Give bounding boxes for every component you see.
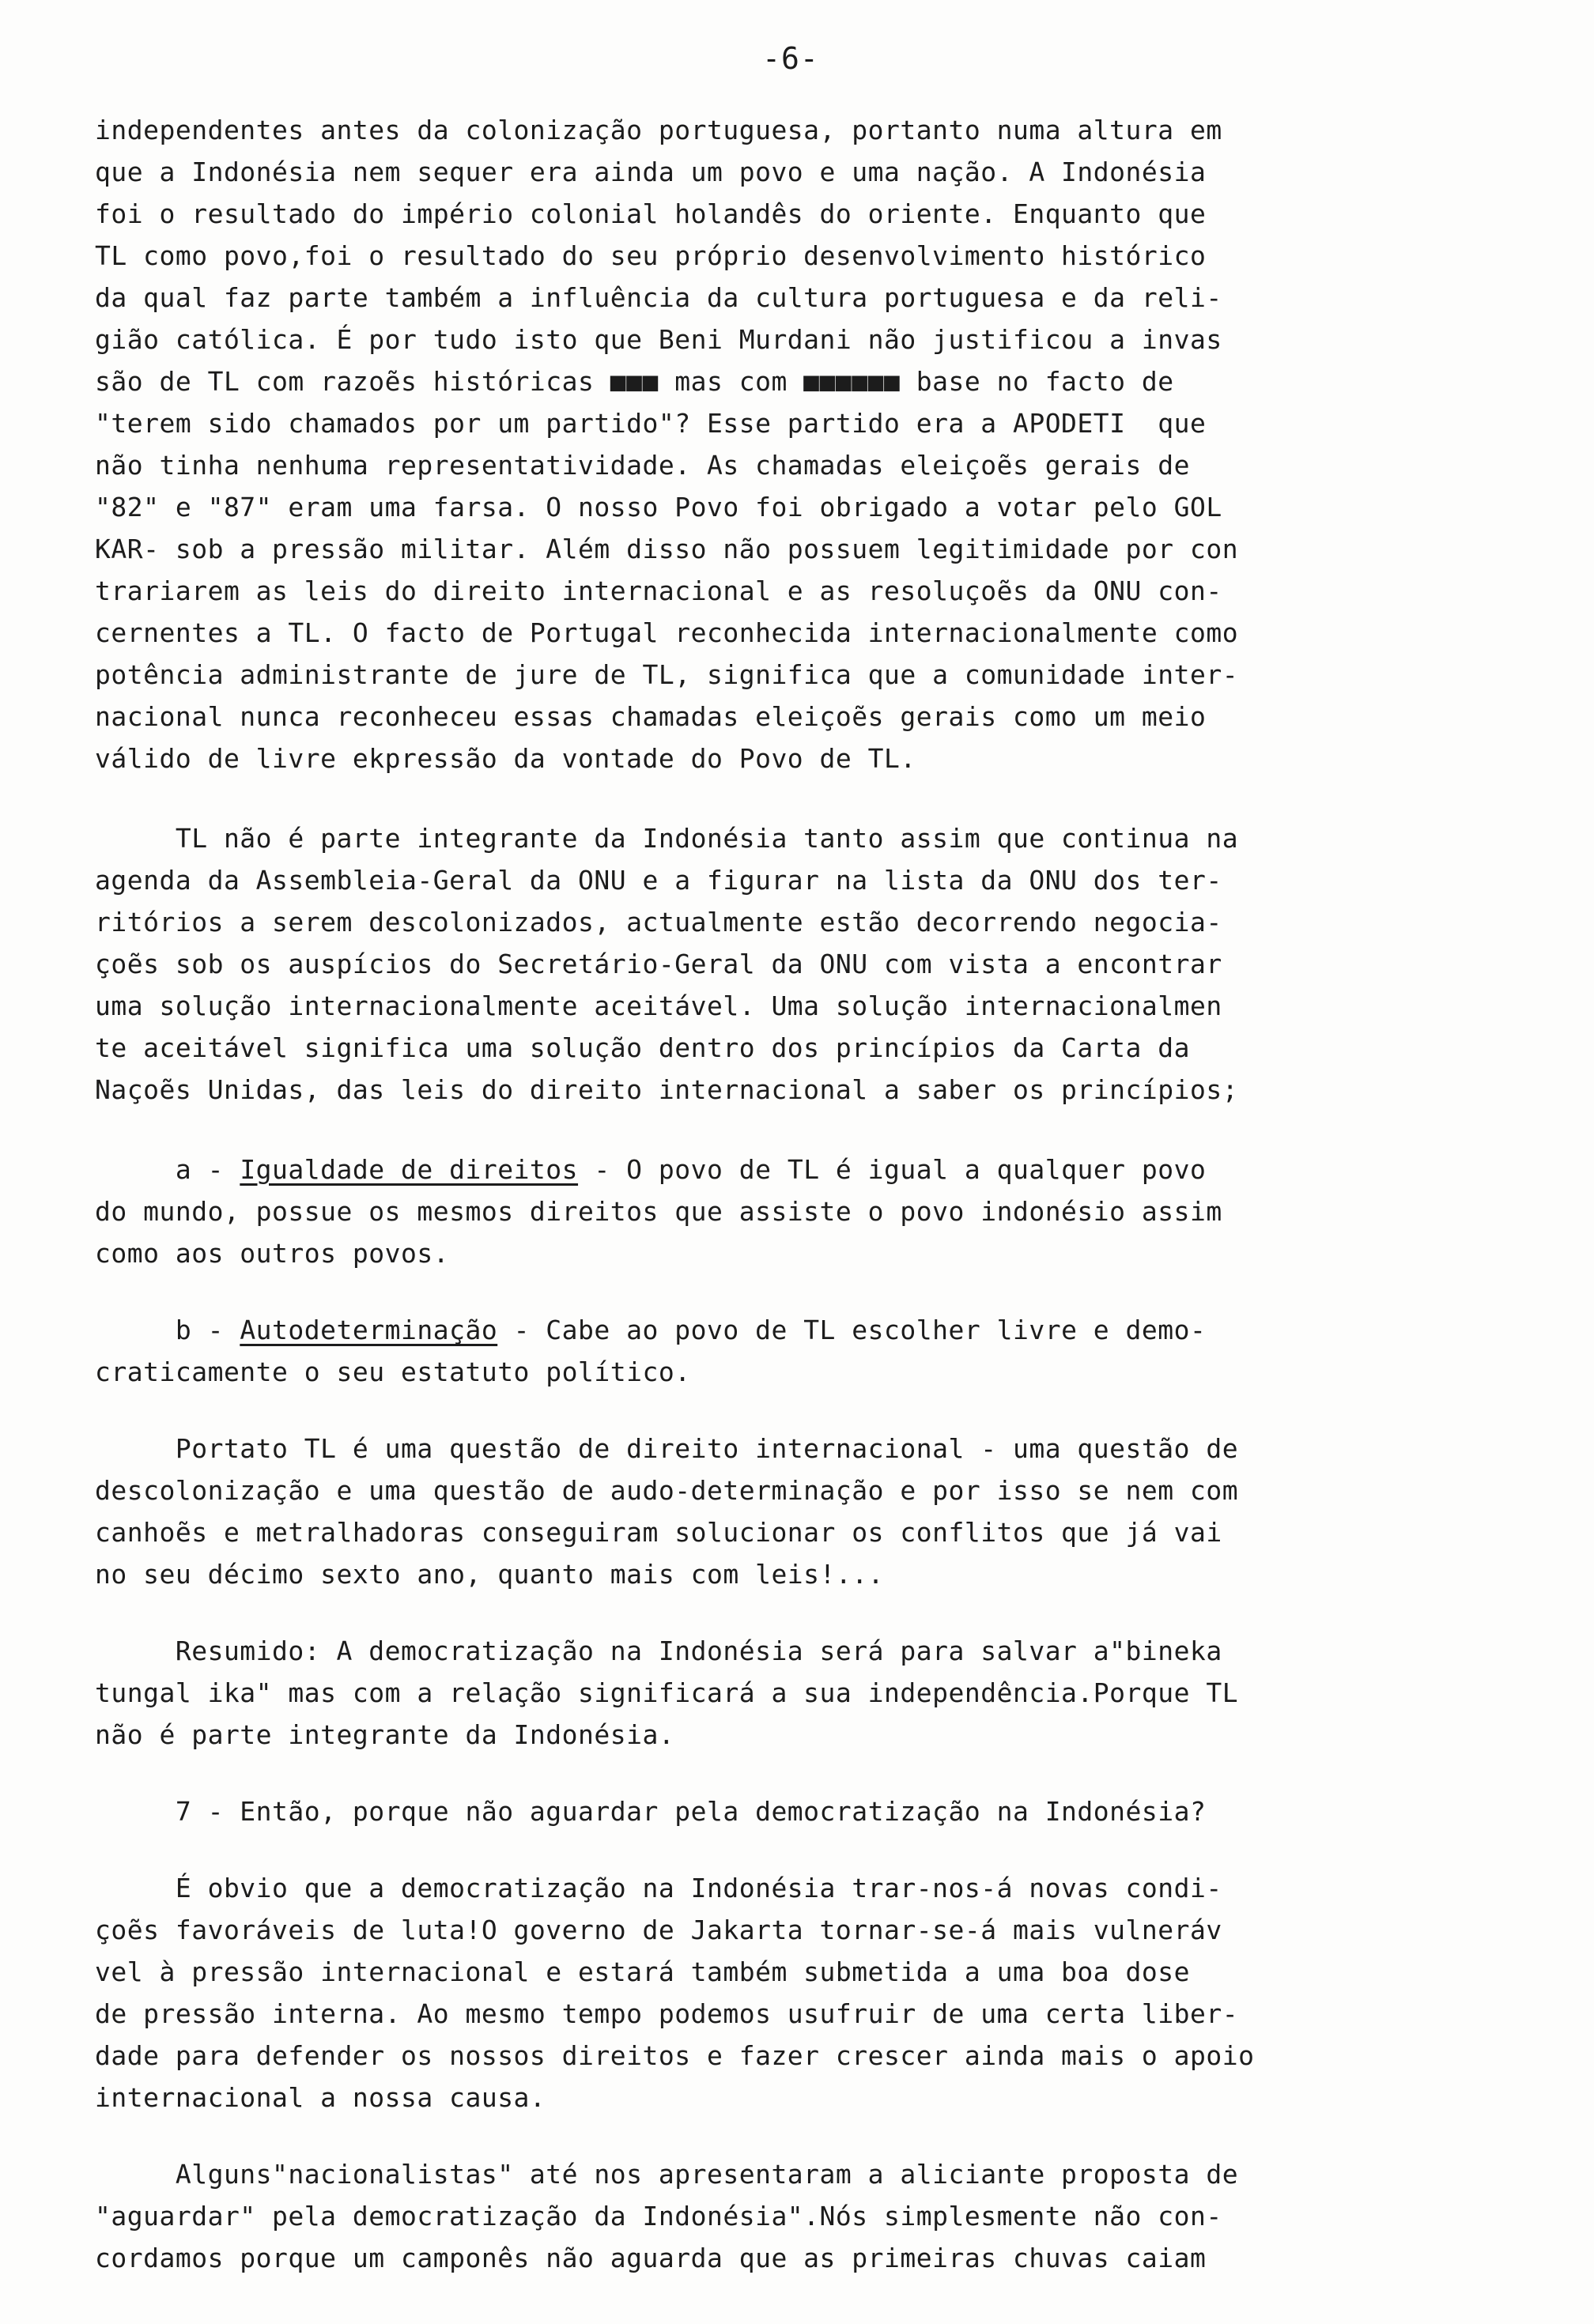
text-line: potência administrante de jure de TL, significa que a comunidade inter- [95, 659, 1239, 690]
text-line: do mundo, possue os mesmos direitos que assiste o povo indonésio assim [95, 1196, 1222, 1227]
text-line [95, 1309, 1518, 1351]
paragraph-4 [95, 1630, 1518, 1756]
text-line: de pressão interna. Ao mesmo tempo podemos usufruir de uma certa liber- [95, 1998, 1239, 2029]
text-line: não tinha nenhuma representatividade. As chamadas eleiçoẽs gerais de [95, 450, 1191, 481]
text-line: como aos outros povos. [95, 1238, 450, 1269]
page-number: -6- [762, 41, 819, 76]
document-body [95, 109, 1518, 2317]
paragraph-6 [95, 2153, 1518, 2279]
text-line: Alguns"nacionalistas" até nos apresentaram a aliciante proposta de [95, 2159, 1239, 2190]
text-line: internacional a nossa causa. [95, 2082, 546, 2113]
text-line: uma solução internacionalmente aceitável. Uma solução internacionalmen [95, 990, 1222, 1021]
paragraph-3 [95, 1428, 1518, 1595]
paragraph-5 [95, 1867, 1518, 2118]
text-line: gião católica. É por tudo isto que Beni Murdani não justificou a invas [95, 324, 1222, 355]
text-line: Resumido: A democratização na Indonésia será para salvar a"bineka [95, 1635, 1222, 1666]
text-line: no seu décimo sexto ano, quanto mais com leis!... [95, 1559, 885, 1590]
text-line: KAR- sob a pressão militar. Além disso não possuem legitimidade por con [95, 534, 1239, 564]
text-line: çoẽs sob os auspícios do Secretário-Geral da ONU com vista a encontrar [95, 949, 1222, 979]
text-line: É obvio que a democratização na Indonésia trar-nos-á novas condi- [95, 1873, 1222, 1903]
text-line: da qual faz parte também a influência da cultura portuguesa e da reli- [95, 282, 1222, 313]
paragraph-2 [95, 817, 1518, 1111]
text-line: canhoẽs e metralhadoras conseguiram solucionar os conflitos que já vai [95, 1517, 1222, 1548]
text-line: craticamente o seu estatuto político. [95, 1356, 691, 1387]
text-line: válido de livre ekpressão da vontade do Povo de TL. [95, 743, 916, 774]
text-line: TL como povo,foi o resultado do seu próprio desenvolvimento histórico [95, 240, 1207, 271]
text-line: Portato TL é uma questão de direito internacional - uma questão de [95, 1433, 1239, 1464]
text-line: não é parte integrante da Indonésia. [95, 1719, 675, 1750]
item-marker: b - [95, 1315, 240, 1345]
text-line: çoẽs favoráveis de luta!O governo de Jakarta tornar-se-á mais vulneráv [95, 1915, 1222, 1945]
text-line: Naçoẽs Unidas, das leis do direito internacional a saber os princípios; [95, 1074, 1239, 1105]
item-text: - O povo de TL é igual a qualquer povo [578, 1154, 1207, 1185]
text-line: são de TL com razoẽs históricas ■■■ mas com ■■■■■■ base no facto de [95, 366, 1174, 397]
item-text: - Cabe ao povo de TL escolher livre e demo- [497, 1315, 1207, 1345]
text-line: trariarem as leis do direito internacional e as resoluçoẽs da ONU con- [95, 575, 1222, 606]
text-line: 7 - Então, porque não aguardar pela democratização na Indonésia? [95, 1796, 1207, 1827]
text-line: que a Indonésia nem sequer era ainda um povo e uma nação. A Indonésia [95, 157, 1207, 187]
text-line: "82" e "87" eram uma farsa. O nosso Povo foi obrigado a votar pelo GOL [95, 492, 1222, 523]
text-line: ritórios a serem descolonizados, actualmente estão decorrendo negocia- [95, 907, 1222, 938]
text-line: "terem sido chamados por um partido"? Esse partido era a APODETI que [95, 408, 1207, 439]
text-line: te aceitável significa uma solução dentro dos princípios da Carta da [95, 1032, 1191, 1063]
text-line: "aguardar" pela democratização da Indonésia".Nós simplesmente não con- [95, 2201, 1222, 2232]
item-heading: Igualdade de direitos [240, 1154, 579, 1185]
text-line: TL não é parte integrante da Indonésia tanto assim que continua na [95, 823, 1239, 854]
text-line [95, 1149, 1518, 1190]
text-line: independentes antes da colonização portuguesa, portanto numa altura em [95, 115, 1222, 145]
item-marker: a - [95, 1154, 240, 1185]
item-heading: Autodeterminação [240, 1315, 498, 1345]
text-line: tungal ika" mas com a relação significará a sua independência.Porque TL [95, 1677, 1239, 1708]
text-line: cordamos porque um camponês não aguarda que as primeiras chuvas caiam [95, 2243, 1207, 2273]
text-line: dade para defender os nossos direitos e fazer crescer ainda mais o apoio [95, 2040, 1255, 2071]
paragraph-1 [95, 109, 1518, 779]
text-line: descolonização e uma questão de audo-determinação e por isso se nem com [95, 1475, 1239, 1506]
text-line: agenda da Assembleia-Geral da ONU e a figurar na lista da ONU dos ter- [95, 865, 1222, 896]
text-line: vel à pressão internacional e estará também submetida a uma boa dose [95, 1956, 1191, 1987]
paragraph-item-a [95, 1149, 1518, 1274]
paragraph-item-b [95, 1309, 1518, 1393]
section-heading-7 [95, 1790, 1518, 1832]
text-line: cernentes a TL. O facto de Portugal reconhecida internacionalmente como [95, 617, 1239, 648]
text-line: foi o resultado do império colonial holandês do oriente. Enquanto que [95, 198, 1207, 229]
text-line: nacional nunca reconheceu essas chamadas eleiçoẽs gerais como um meio [95, 701, 1207, 732]
